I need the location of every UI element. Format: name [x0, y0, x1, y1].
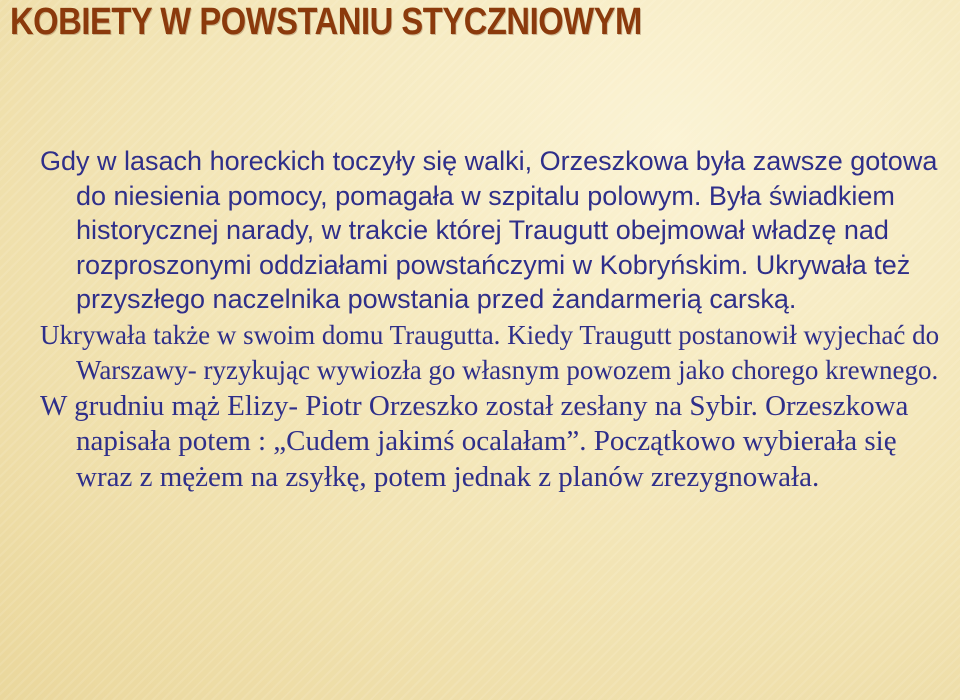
paragraph-2: Ukrywała także w swoim domu Traugutta. Kiedy Traugutt postanowił wyjechać do Warszawy- ryzykując wywiozła go własnym powozem jako chorego krewnego.	[40, 319, 940, 385]
paragraph-1: Gdy w lasach horeckich toczyły się walki, Orzeszkowa była zawsze gotowa do niesienia pomocy, pomagała w szpitalu polowym. Była świadkiem historycznej narady, w trakcie której Traugutt obejmował władzę nad rozproszonymi oddziałami powstańczymi w Kobryńskim. Ukrywała też przyszłego naczelnika powstania przed żandarmerią carską.	[40, 146, 938, 314]
slide-body	[40, 144, 945, 495]
slide-title: KOBIETY W POWSTANIU STYCZNIOWYM	[10, 1, 642, 43]
paragraph-3: W grudniu mąż Elizy- Piotr Orzeszko został zesłany na Sybir. Orzeszkowa napisała potem : „Cudem jakimś ocalałam”. Początkowo wybierała się wraz z mężem na zsyłkę, potem jednak z planów zrezygnowała.	[40, 389, 909, 493]
